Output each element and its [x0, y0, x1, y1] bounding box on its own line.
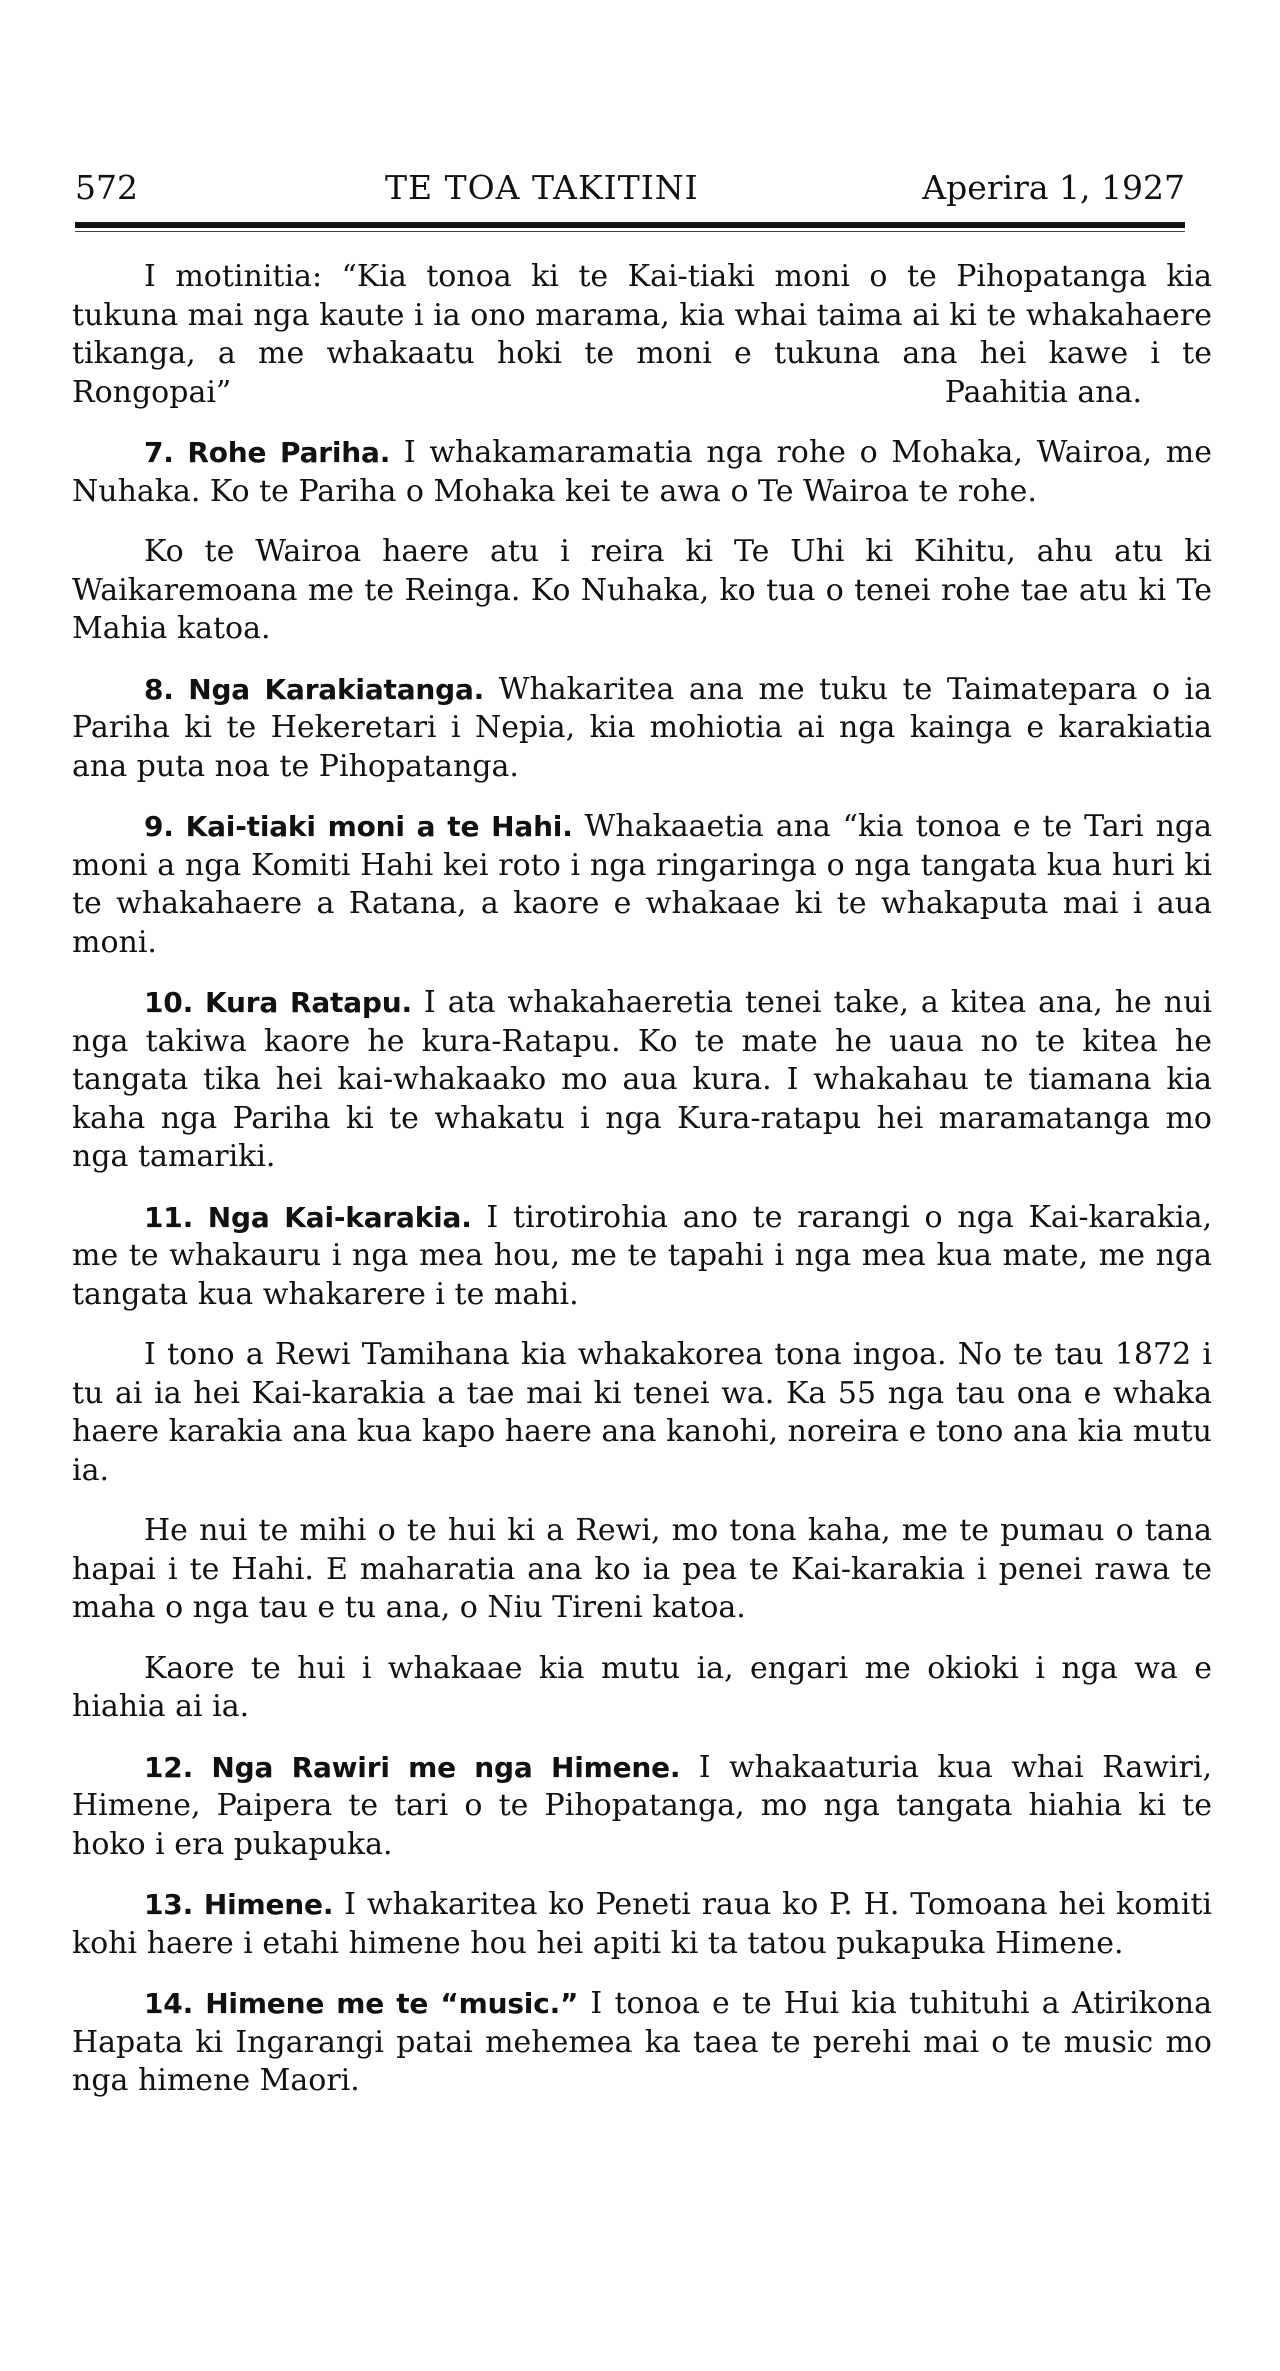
paragraph-text: I tonoa e te Hui kia tuhituhi a Atirikona Hapata ki Ingarangi patai mehemea ka taea te perehi mai o te music mo nga himene Maori.	[72, 1986, 1213, 2098]
page-header	[75, 168, 1185, 218]
paragraph-text: He nui te mihi o te hui ki a Rewi, mo tona kaha, me te pumau o tana hapai i te Hahi. E maharatia ana ko ia pea te Kai-karakia i penei rawa te maha o nga tau e tu ana, o Niu Tireni katoa.	[72, 1513, 1212, 1625]
issue-date: Aperira 1, 1927	[922, 168, 1185, 207]
section-heading: 14. Himene me te “music.”	[144, 1987, 579, 2020]
page-number: 572	[75, 168, 138, 207]
paragraph-motion	[72, 258, 1212, 412]
section-heading: 12. Nga Rawiri me nga Himene.	[144, 1750, 681, 1784]
section-7-rohe-pariha	[72, 434, 1212, 511]
paragraph-text: I tirotirohia ano te rarangi o nga Kai-karakia, me te whakauru i nga mea hou, me te tapahi i nga mea kua mate, me nga tangata kua whakarere i te mahi.	[72, 1199, 1213, 1312]
paragraph-mihi	[72, 1512, 1212, 1628]
section-heading: 9. Kai-tiaki moni a te Hahi.	[144, 810, 573, 843]
section-heading: 8. Nga Karakiatanga.	[144, 672, 485, 706]
motion-result: Paahitia ana.	[944, 374, 1142, 410]
paragraph-text: Ko te Wairoa haere atu i reira ki Te Uhi ki Kihitu, ahu atu ki Waikaremoana me te Reinga. Ko Nuhaka, ko tua o tenei rohe tae atu ki Te Mahia katoa.	[72, 534, 1212, 646]
section-8-nga-karakiatanga	[72, 671, 1212, 787]
paragraph-text: Whakaritea ana me tuku te Taimatepara o ia Pariha ki te Hekeretari i Nepia, kia mohiotia ai nga kainga e karakiatia ana puta noa te Pihopatanga.	[72, 671, 1212, 784]
header-rule-thin	[75, 231, 1185, 232]
paragraph-text: Kaore te hui i whakaae kia mutu ia, engari me okioki i nga wa e hiahia ai ia.	[72, 1650, 1212, 1724]
section-14-himene-music	[72, 1985, 1212, 2101]
running-title: TE TOA TAKITINI	[385, 168, 699, 207]
paragraph-rewi-tamihana	[72, 1336, 1212, 1490]
section-9-kai-tiaki-moni	[72, 808, 1212, 962]
paragraph-text: Whakaaetia ana “kia tonoa e te Tari nga moni a nga Komiti Hahi kei roto i nga ringaringa o nga tangata kua huri ki te whakahaere a Ratana, a kaore e whakaae ki te whakaputa mai i aua moni.	[72, 809, 1212, 960]
header-rule	[75, 222, 1185, 228]
paragraph-text: I tono a Rewi Tamihana kia whakakorea tona ingoa. No te tau 1872 i tu ai ia hei Kai-karakia a tae mai ki tenei wa. Ka 55 nga tau ona e whaka haere karakia ana kua kapo haere ana kanohi, noreira e tono ana kia mutu ia.	[72, 1337, 1212, 1488]
paragraph-text: I motinitia: “Kia tonoa ki te Kai-tiaki moni o te Pihopatanga kia tukuna mai nga kaute i ia ono marama, kia whai taima ai ki te whakahaere tikanga, a me whakaatu hoki te moni e tukuna ana hei kawe i te Rongopai”	[72, 259, 1212, 410]
paragraph-text: I whakaritea ko Peneti raua ko P. H. Tomoana hei komiti kohi haere i etahi himene hou hei apiti ki ta tatou pukapuka Himene.	[72, 1887, 1212, 1961]
paragraph-okioki	[72, 1650, 1212, 1727]
section-10-kura-ratapu	[72, 984, 1212, 1177]
section-heading: 10. Kura Ratapu.	[144, 986, 412, 1019]
section-12-rawiri-himene	[72, 1749, 1212, 1865]
paragraph-text: I whakaaturia kua whai Rawiri, Himene, Paipera te tari o te Pihopatanga, mo nga tangata hiahia ki te hoko i era pukapuka.	[72, 1749, 1212, 1862]
section-11-nga-kai-karakia	[72, 1199, 1212, 1315]
paragraph-text: I ata whakahaeretia tenei take, a kitea ana, he nui nga takiwa kaore he kura-Ratapu. Ko te mate he uaua no te kitea he tangata tika hei kai-whakaako mo aua kura. I whakahau te tiamana kia kaha nga Pariha ki te whakatu i nga Kura-ratapu hei maramatanga mo nga tamariki.	[72, 985, 1212, 1174]
paragraph-text: I whakamaramatia nga rohe o Mohaka, Wairoa, me Nuhaka. Ko te Pariha o Mohaka kei te awa o Te Wairoa te rohe.	[72, 435, 1212, 509]
paragraph-wairoa	[72, 533, 1212, 649]
section-heading: 11. Nga Kai-karakia.	[144, 1200, 472, 1234]
section-heading: 7. Rohe Pariha.	[144, 436, 391, 469]
body-text	[72, 258, 1212, 2123]
section-heading: 13. Himene.	[144, 1888, 334, 1921]
section-13-himene	[72, 1886, 1212, 1963]
